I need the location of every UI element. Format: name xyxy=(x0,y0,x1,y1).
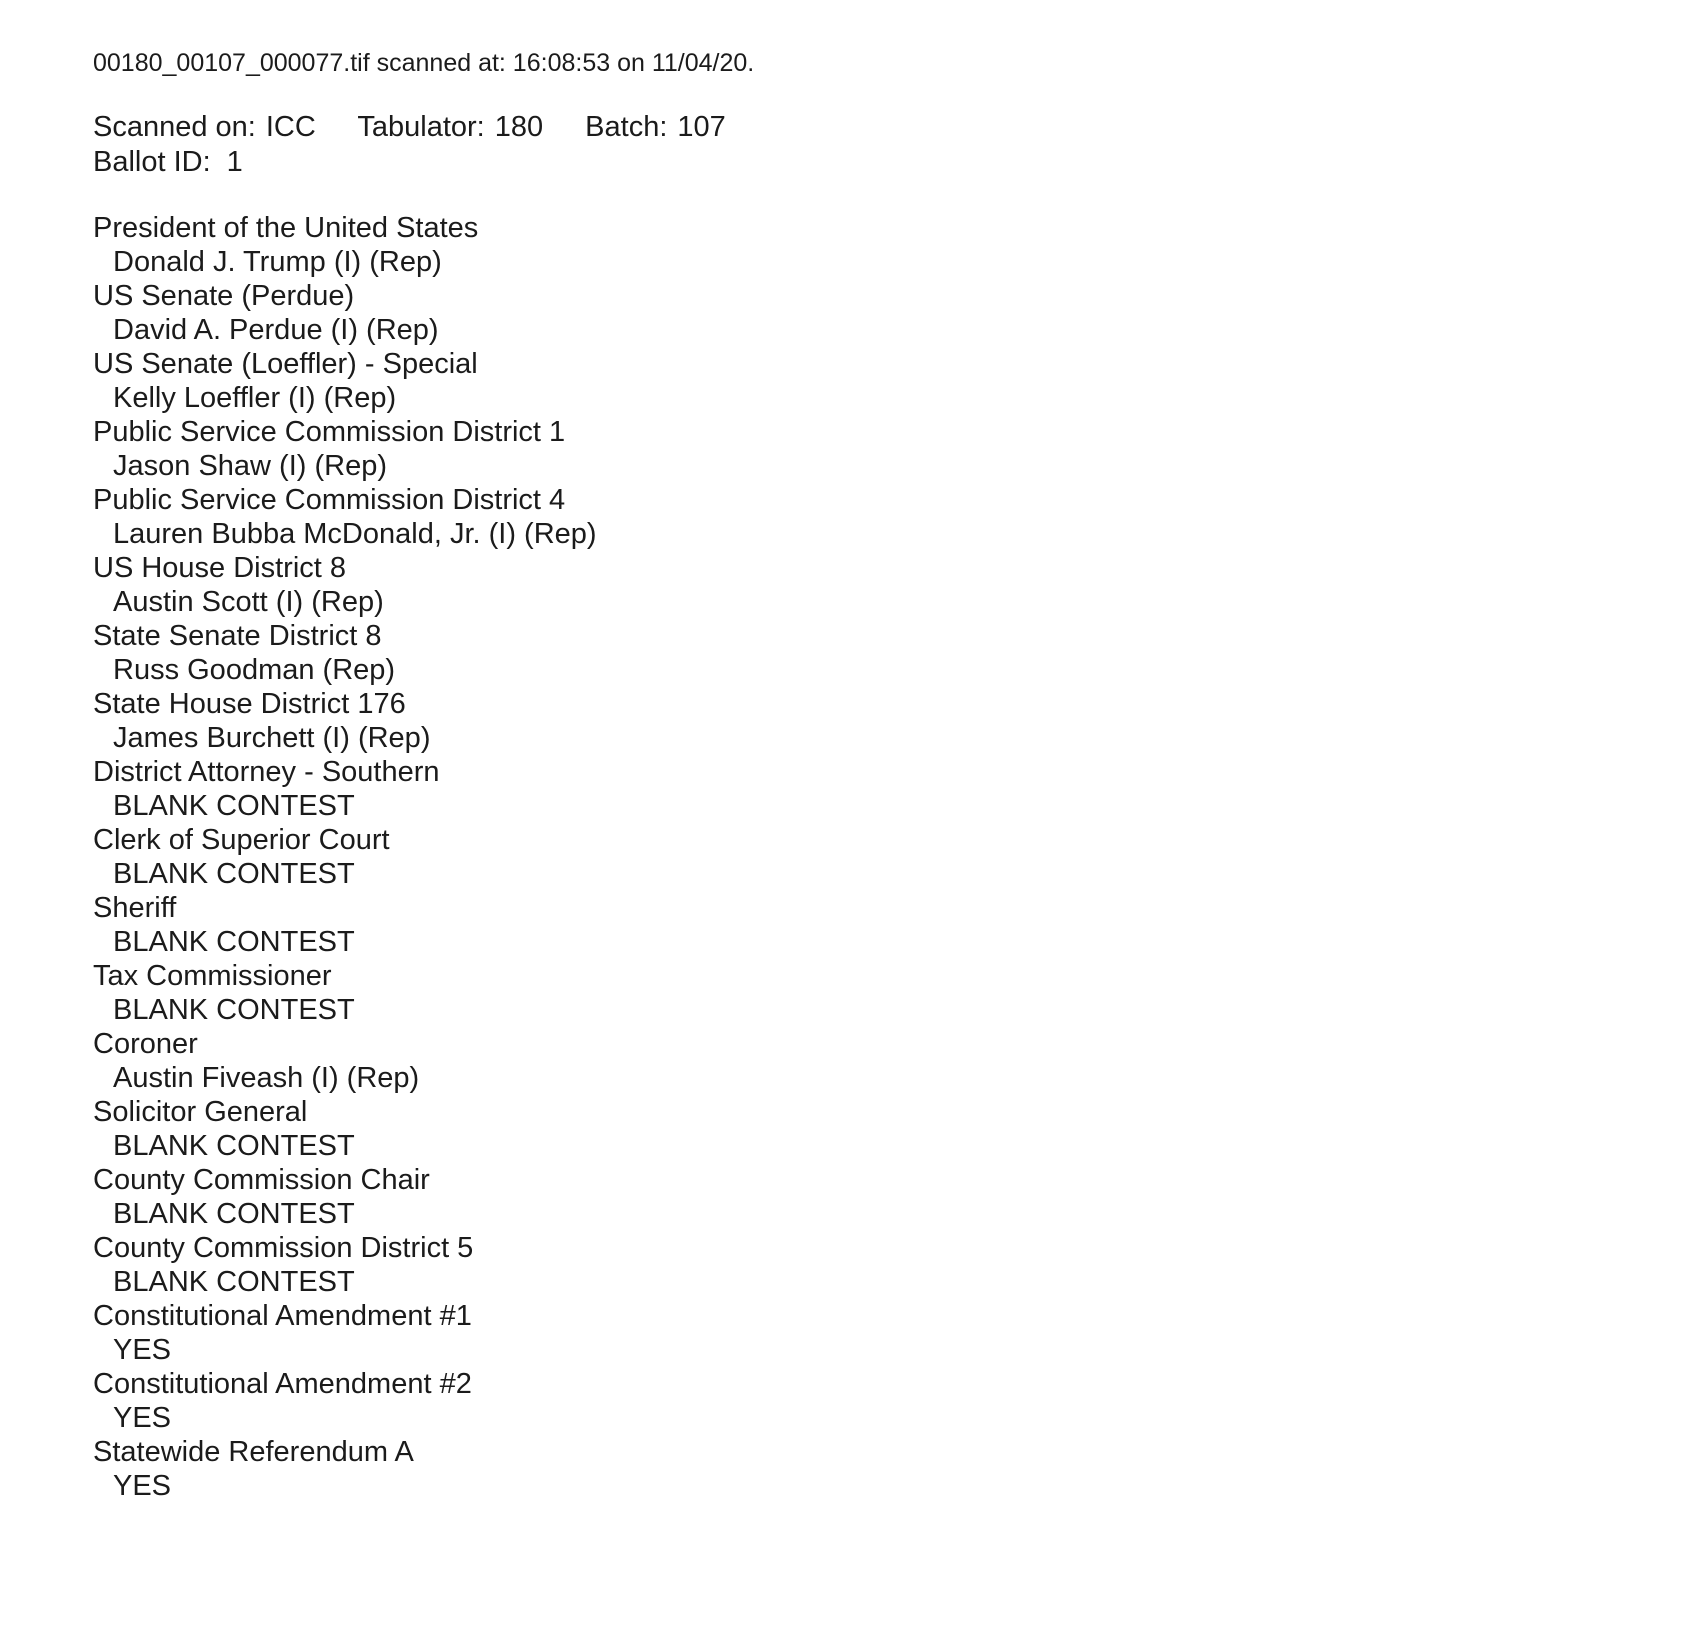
contest-selection: BLANK CONTEST xyxy=(113,1198,355,1230)
contest-title: Constitutional Amendment #1 xyxy=(93,1300,472,1332)
contest-row xyxy=(93,1367,1648,1435)
contest-row xyxy=(93,1027,1648,1095)
contest-row xyxy=(93,1435,1648,1503)
contest-row xyxy=(93,619,1648,687)
contest-selection: BLANK CONTEST xyxy=(113,858,355,890)
contest-row xyxy=(93,1163,1648,1231)
contest-selection: YES xyxy=(113,1334,172,1366)
contest-selection: YES xyxy=(113,1402,172,1434)
contest-row xyxy=(93,211,1648,279)
contest-row xyxy=(93,959,1648,1027)
contest-selection: David A. Perdue (I) (Rep) xyxy=(113,314,439,346)
contest-selection: Jason Shaw (I) (Rep) xyxy=(113,450,387,482)
contest-selection: Donald J. Trump (I) (Rep) xyxy=(113,246,442,278)
contest-row xyxy=(93,891,1648,959)
contest-selection: Austin Scott (I) (Rep) xyxy=(113,586,384,618)
contest-title: Sheriff xyxy=(93,892,177,924)
contest-title: Public Service Commission District 4 xyxy=(93,484,566,516)
contest-selection: YES xyxy=(113,1470,172,1502)
contest-row xyxy=(93,755,1648,823)
contest-row xyxy=(93,1299,1648,1367)
tabulator-field xyxy=(357,111,543,143)
contest-title: President of the United States xyxy=(93,212,479,244)
contest-row xyxy=(93,483,1648,551)
contest-title: District Attorney - Southern xyxy=(93,756,440,788)
ballot-id-value: 1 xyxy=(226,146,243,178)
batch-value: 107 xyxy=(677,111,726,143)
contest-title: US Senate (Loeffler) - Special xyxy=(93,348,478,380)
contest-title: County Commission Chair xyxy=(93,1164,430,1196)
scan-info-block xyxy=(93,110,1648,180)
contest-title: US House District 8 xyxy=(93,552,347,584)
contest-title: Public Service Commission District 1 xyxy=(93,416,566,448)
contest-selection: Kelly Loeffler (I) (Rep) xyxy=(113,382,397,414)
contest-row xyxy=(93,687,1648,755)
contest-row xyxy=(93,823,1648,891)
contest-title: Coroner xyxy=(93,1028,198,1060)
contest-title: Statewide Referendum A xyxy=(93,1436,414,1468)
ballot-id-label: Ballot ID: xyxy=(93,146,211,178)
contest-title: State House District 176 xyxy=(93,688,406,720)
contest-title: Constitutional Amendment #2 xyxy=(93,1368,472,1400)
scanned-on-label: Scanned on: xyxy=(93,111,256,143)
contest-selection: Russ Goodman (Rep) xyxy=(113,654,396,686)
contest-title: Tax Commissioner xyxy=(93,960,332,992)
tabulator-label: Tabulator: xyxy=(357,111,485,143)
contest-row xyxy=(93,1231,1648,1299)
contest-selection: James Burchett (I) (Rep) xyxy=(113,722,431,754)
tabulator-value: 180 xyxy=(494,111,544,143)
contest-title: County Commission District 5 xyxy=(93,1232,474,1264)
contest-selection: BLANK CONTEST xyxy=(113,1266,355,1298)
contest-row xyxy=(93,1095,1648,1163)
contest-selection: BLANK CONTEST xyxy=(113,1130,355,1162)
batch-field xyxy=(585,111,726,143)
contest-selection: BLANK CONTEST xyxy=(113,926,355,958)
contest-title: Solicitor General xyxy=(93,1096,308,1128)
contest-row xyxy=(93,279,1648,347)
contest-title: Clerk of Superior Court xyxy=(93,824,390,856)
ballot-id-line xyxy=(93,145,1648,180)
contest-selection: Lauren Bubba McDonald, Jr. (I) (Rep) xyxy=(113,518,597,550)
scanned-on-field xyxy=(93,111,316,143)
scanned-on-value: ICC xyxy=(265,111,316,143)
contest-row xyxy=(93,347,1648,415)
scan-file-line: 00180_00107_000077.tif scanned at: 16:08:53 on 11/04/20. xyxy=(93,49,755,77)
contest-row xyxy=(93,415,1648,483)
batch-label: Batch: xyxy=(585,111,668,143)
scan-info-line xyxy=(93,110,1648,145)
contest-title: US Senate (Perdue) xyxy=(93,280,355,312)
contest-selection: BLANK CONTEST xyxy=(113,790,355,822)
contest-list xyxy=(93,211,1648,1503)
contest-selection: BLANK CONTEST xyxy=(113,994,355,1026)
contest-row xyxy=(93,551,1648,619)
contest-title: State Senate District 8 xyxy=(93,620,382,652)
contest-selection: Austin Fiveash (I) (Rep) xyxy=(113,1062,420,1094)
